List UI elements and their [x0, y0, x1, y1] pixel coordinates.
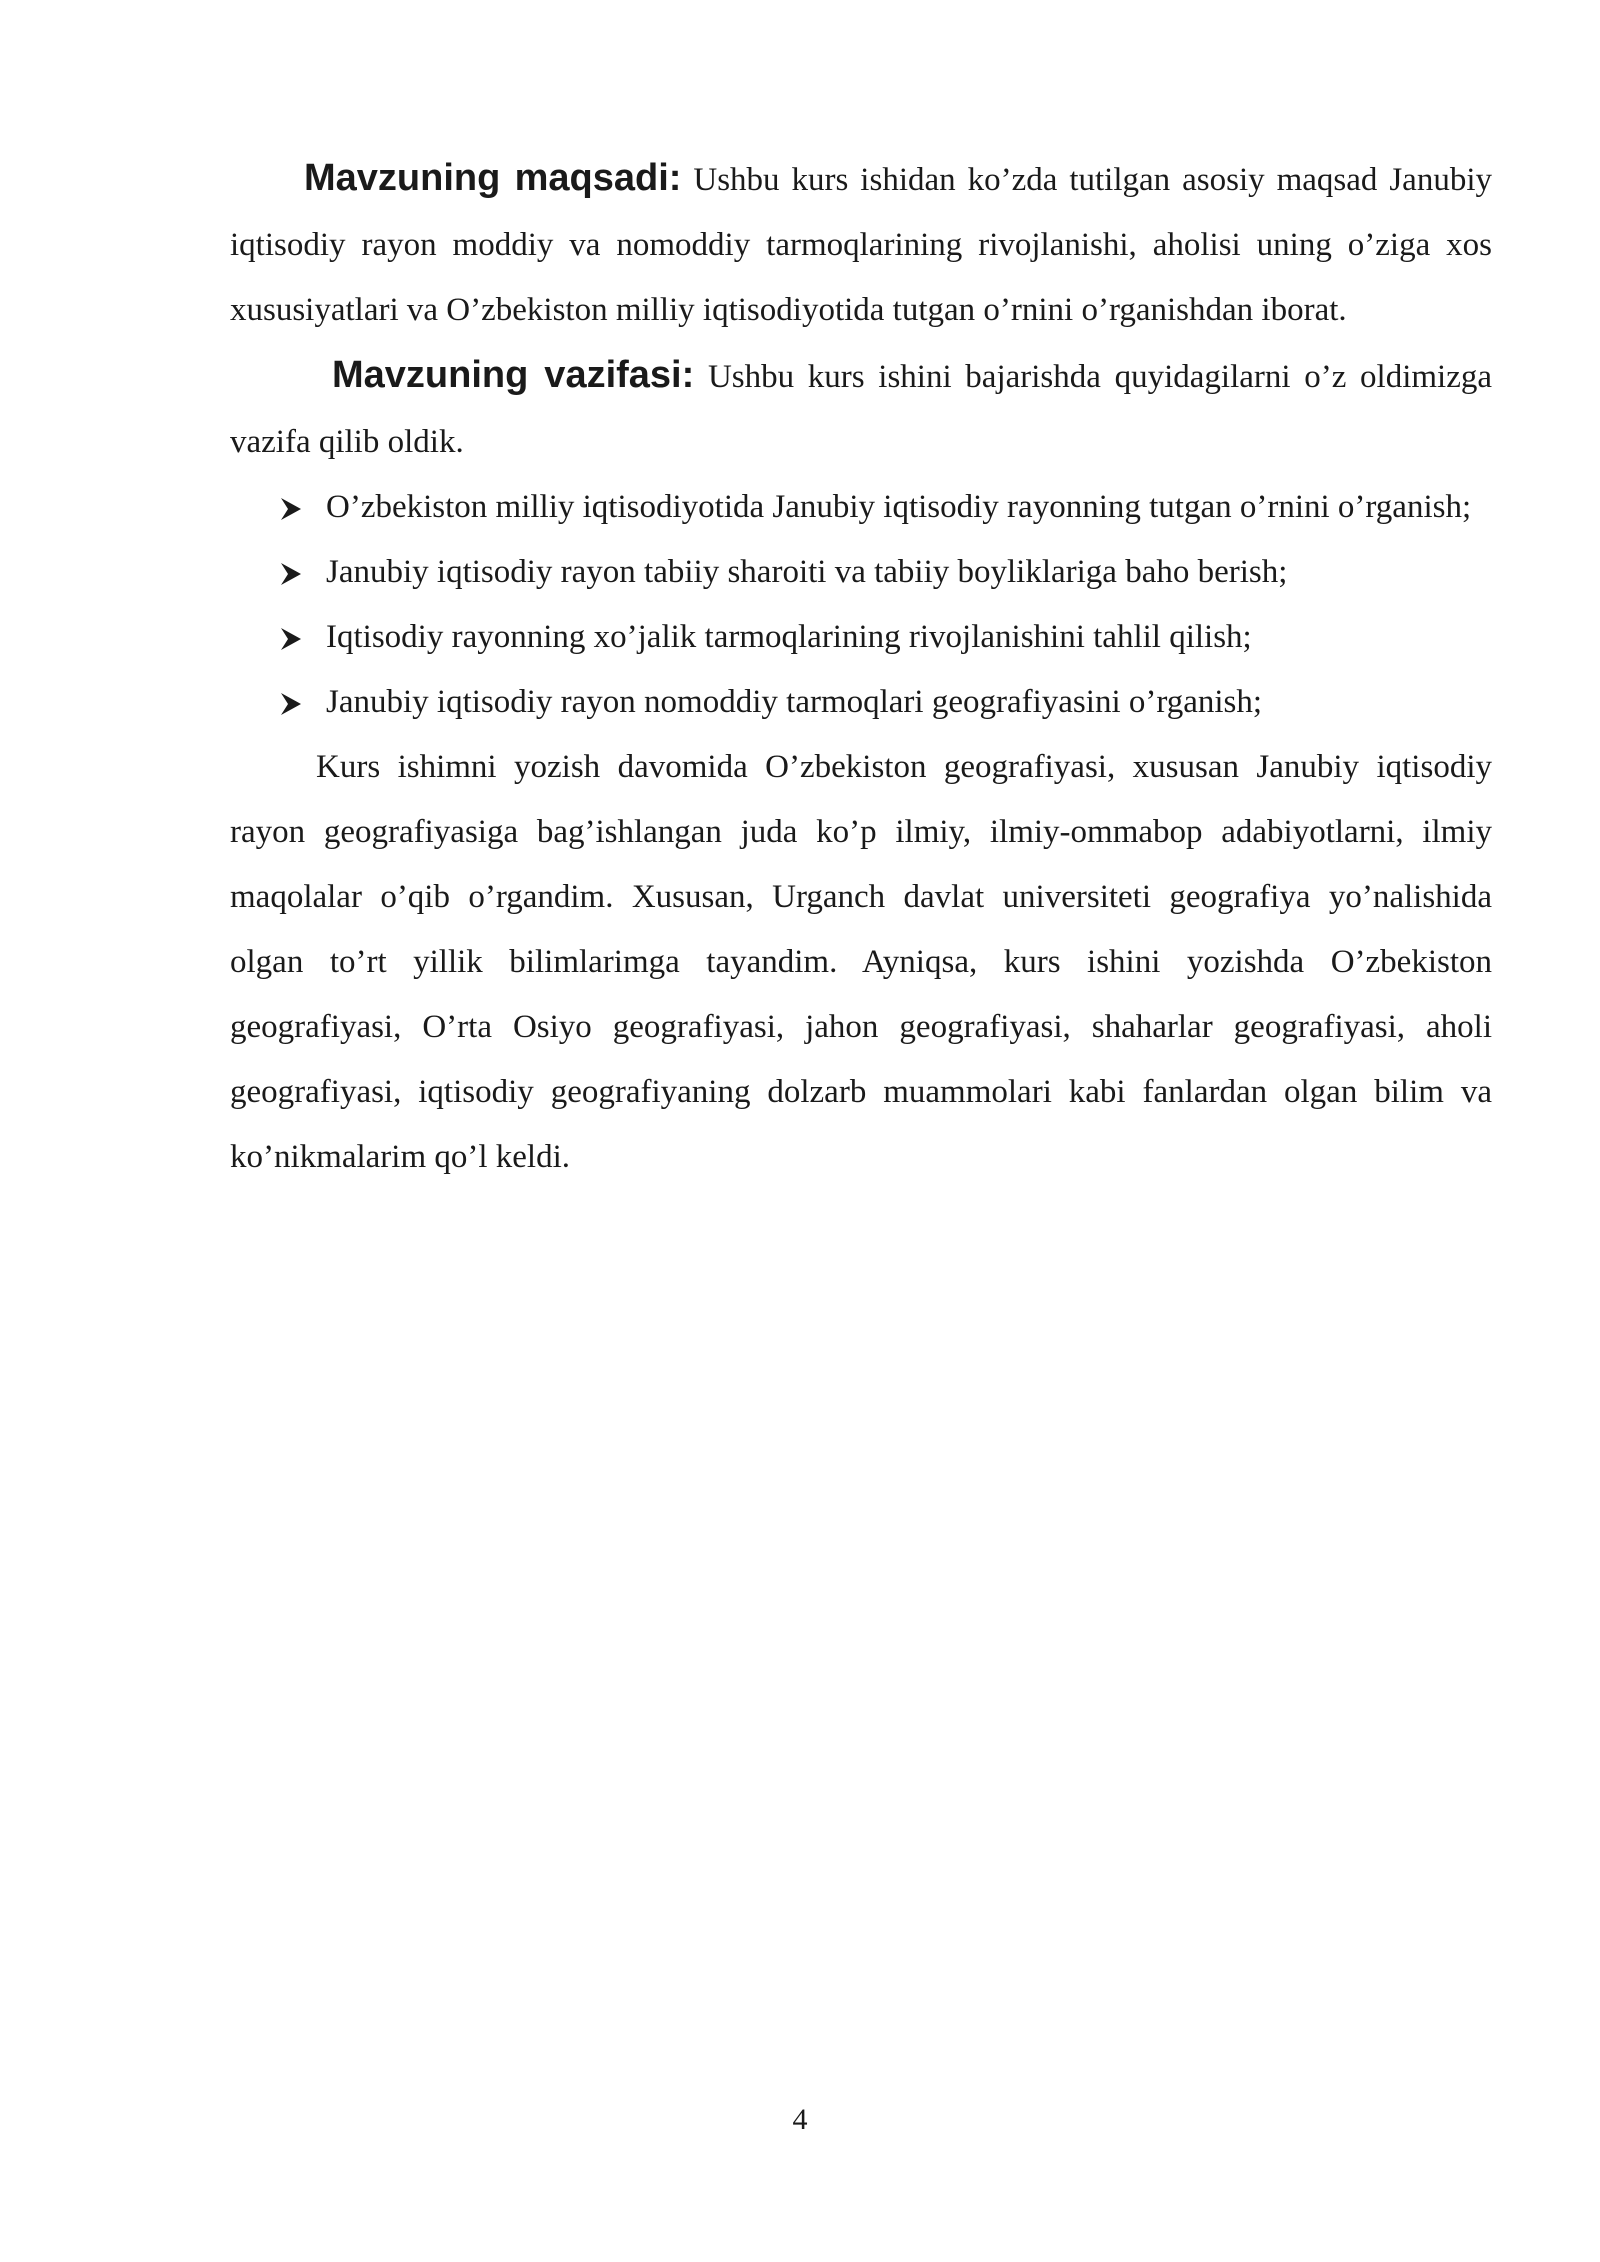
arrowhead-bullet-icon: [280, 670, 310, 735]
arrowhead-bullet-icon: [280, 540, 310, 605]
tasks-paragraph: [230, 343, 1492, 475]
tasks-heading: Mavzuning vazifasi:: [332, 354, 695, 396]
sources-paragraph: Kurs ishimni yozish davomida O’zbekiston geografiyasi, xususan Janubiy iqtisodiy rayon geografiyasiga bag’ishlangan juda ko’p ilmiy, ilmiy-ommabop adabiyotlarni, ilmiy maqolalar o’qib o’rgandim. Xususan, Urganch davlat universiteti geografiya yo’nalishida olgan to’rt yillik bilimlarimga tayandim. Ayniqsa, kurs ishini yozishda O’zbekiston geografiyasi, O’rta Osiyo geografiyasi, jahon geografiyasi, shaharlar geografiyasi, aholi geografiyasi, iqtisodiy geografiyaning dolzarb muammolari kabi fanlardan olgan bilim va ko’nikmalarim qo’l keldi.: [230, 749, 1492, 1175]
list-item-text: Iqtisodiy rayonning xo’jalik tarmoqlarining rivojlanishini tahlil qilish;: [326, 619, 1252, 655]
list-item-text: O’zbekiston milliy iqtisodiyotida Janubiy iqtisodiy rayonning tutgan o’rnini o’rganish;: [326, 489, 1472, 525]
page-number: 4: [792, 2103, 808, 2136]
page-content: [230, 146, 1492, 1190]
task-list: [230, 475, 1492, 735]
list-item: [230, 670, 1492, 735]
arrowhead-bullet-icon: [280, 475, 310, 540]
list-item-text: Janubiy iqtisodiy rayon nomoddiy tarmoqlari geografiyasini o’rganish;: [326, 684, 1263, 720]
arrowhead-bullet-icon: [280, 605, 310, 670]
aim-paragraph: [230, 146, 1492, 343]
list-item: [230, 475, 1492, 540]
list-item: [230, 605, 1492, 670]
aim-heading: Mavzuning maqsadi:: [304, 157, 682, 199]
list-item-text: Janubiy iqtisodiy rayon tabiiy sharoiti va tabiiy boyliklariga baho berish;: [326, 554, 1288, 590]
aim-text: Ushbu kurs ishidan ko’zda tutilgan asosiy maqsad Janubiy iqtisodiy rayon moddiy va nomoddiy tarmoqlarining rivojlanishi, aholisi uning o’ziga xos xususiyatlari va O’zbekiston milliy iqtisodiyotida tutgan o’rnini o’rganishdan iborat.: [230, 162, 1492, 328]
list-item: [230, 540, 1492, 605]
tasks-text: Ushbu kurs ishini bajarishda quyidagilarni o’z oldimizga vazifa qilib oldik.: [230, 359, 1492, 460]
